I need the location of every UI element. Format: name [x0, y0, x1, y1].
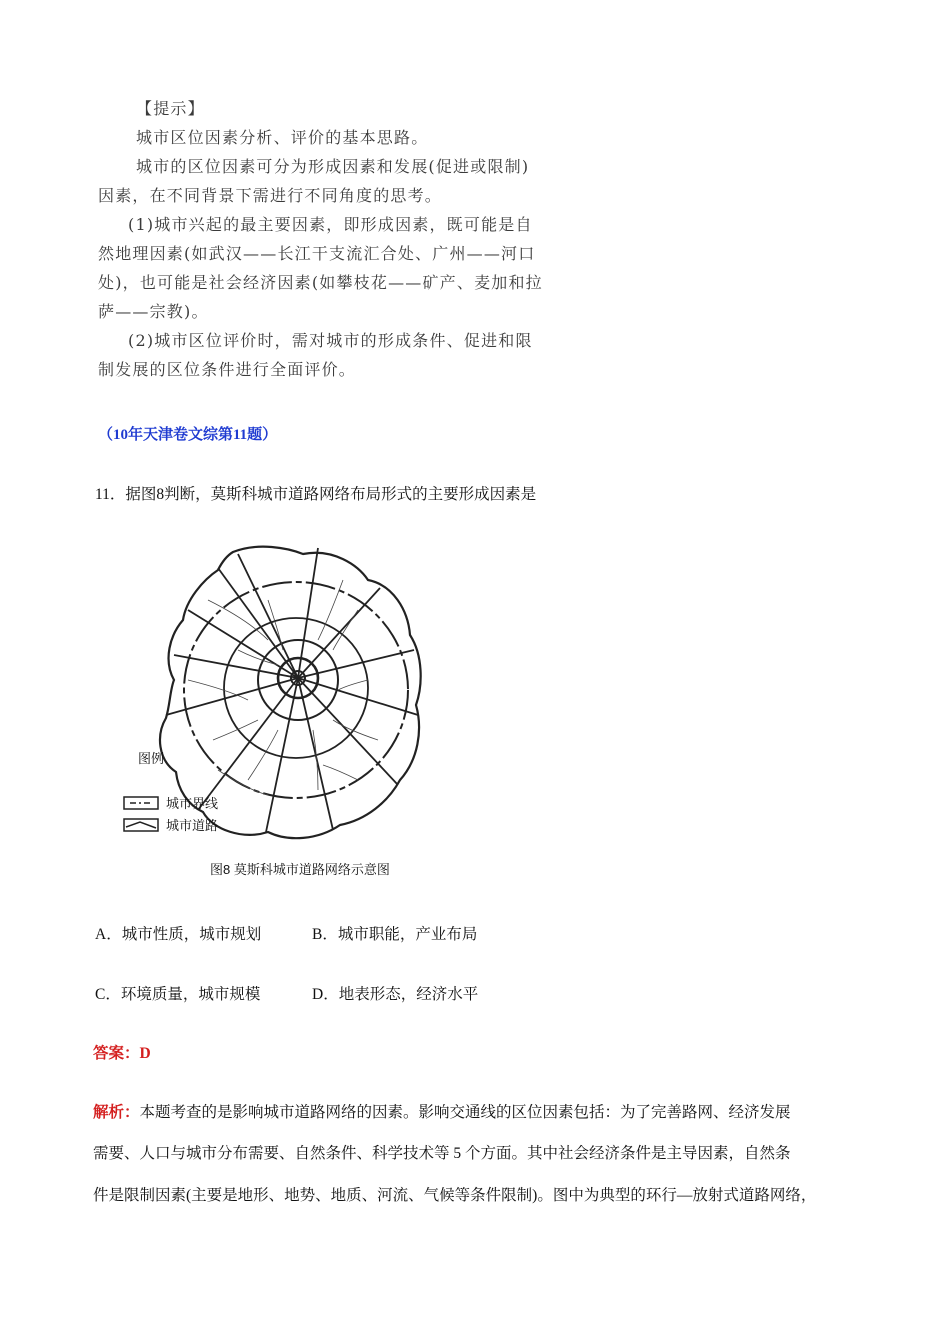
- hint-line: 因素，在不同背景下需进行不同角度的思考。: [98, 186, 443, 205]
- moscow-road-map: [118, 540, 438, 885]
- hint-line: 制发展的区位条件进行全面评价。: [98, 360, 357, 379]
- question-text: 11．据图8判断，莫斯科城市道路网络布局形式的主要形成因素是: [95, 486, 537, 503]
- hint-line: 萨——宗教)。: [98, 302, 209, 321]
- hint-line: (2)城市区位评价时，需对城市的形成条件、促进和限: [128, 331, 533, 350]
- analysis-line: 需要、人口与城市分布需要、自然条件、科学技术等 5 个方面。其中社会经济条件是主导因素，自然条: [93, 1145, 791, 1162]
- legend-road-swatch: [124, 819, 158, 831]
- analysis-text: 本题考查的是影响城市道路网络的因素。影响交通线的区位因素包括：为了完善路网、经济发展: [139, 1104, 791, 1121]
- hint-line: 然地理因素(如武汉——长江干支流汇合处、广州——河口: [98, 244, 536, 263]
- legend-title: 图例: [138, 751, 165, 766]
- option-b: B．城市职能，产业布局: [312, 926, 478, 943]
- analysis-line: [93, 1100, 873, 1122]
- hint-line: (1)城市兴起的最主要因素，即形成因素，既可能是自: [128, 215, 533, 234]
- analysis-label: 解析：: [93, 1104, 140, 1121]
- legend-road-label: 城市道路: [166, 818, 219, 833]
- city-boundary: [160, 547, 421, 839]
- option-a: A．城市性质，城市规划: [95, 926, 262, 943]
- legend-boundary-label: 城市界线: [166, 796, 219, 811]
- answer: 答案：D: [93, 1045, 151, 1062]
- hint-title: 【提示】: [136, 99, 205, 118]
- hint-line: 城市的区位因素可分为形成因素和发展(促进或限制): [136, 157, 530, 176]
- legend-road-item: [124, 818, 218, 833]
- legend-boundary-item: [124, 796, 218, 811]
- hint-line: 处)，也可能是社会经济因素(如攀枝花——矿产、麦加和拉: [98, 273, 543, 292]
- hint-line: 城市区位因素分析、评价的基本思路。: [136, 128, 429, 147]
- analysis-line: 件是限制因素(主要是地形、地势、地质、河流、气候等条件限制)。图中为典型的环行—放射式道路网络，: [93, 1187, 817, 1204]
- option-c: C．环境质量，城市规模: [95, 986, 261, 1003]
- question-source: （10年天津卷文综第11题）: [98, 427, 278, 443]
- map-caption: 图8 莫斯科城市道路网络示意图: [210, 862, 390, 877]
- option-d: D．地表形态，经济水平: [312, 986, 479, 1003]
